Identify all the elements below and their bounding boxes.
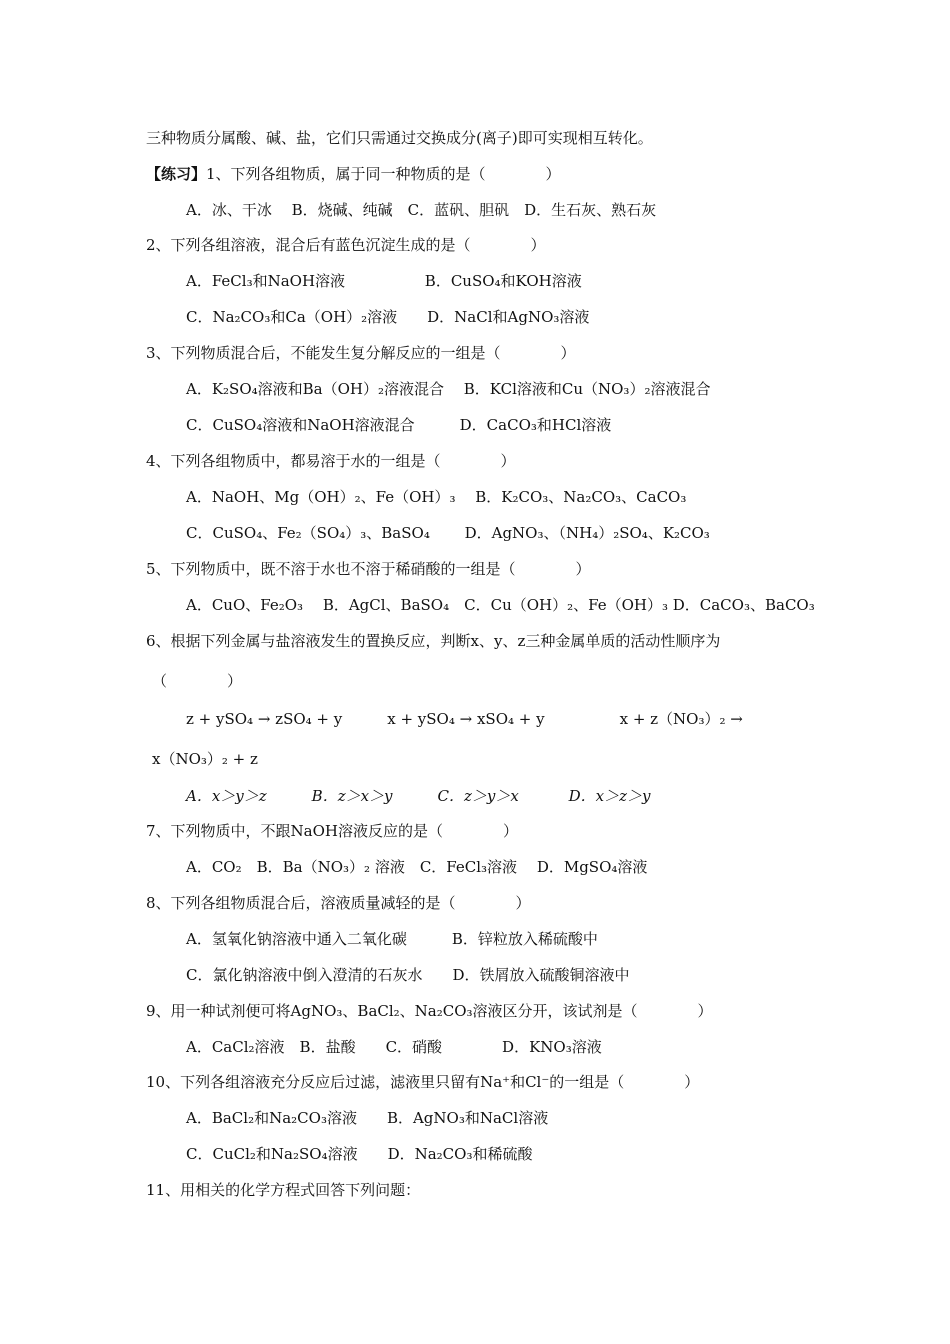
question-3-options-cd: C．CuSO₄溶液和NaOH溶液混合 D．CaCO₃和HCl溶液	[186, 416, 612, 434]
question-1	[146, 164, 561, 184]
question-6-blank: （ ）	[152, 672, 243, 690]
question-8-options-ab: A．氢氧化钠溶液中通入二氧化碳 B．锌粒放入稀硫酸中	[186, 930, 598, 948]
question-6: 6、根据下列金属与盐溶液发生的置换反应，判断x、y、z三种金属单质的活动性顺序为	[146, 632, 721, 650]
question-9: 9、用一种试剂便可将AgNO₃、BaCl₂、Na₂CO₃溶液区分开，该试剂是（ ）	[146, 1002, 713, 1020]
question-4-options-ab: A．NaOH、Mg（OH）₂、Fe（OH）₃ B．K₂CO₃、Na₂CO₃、CaCO₃	[186, 488, 687, 506]
question-1-options: A．冰、干冰 B．烧碱、纯碱 C．蓝矾、胆矾 D．生石灰、熟石灰	[186, 201, 657, 219]
question-1-text: 1、下列各组物质，属于同一种物质的是（ ）	[206, 165, 561, 183]
question-3-options-ab: A．K₂SO₄溶液和Ba（OH）₂溶液混合 B．KCl溶液和Cu（NO₃）₂溶液混合	[186, 380, 711, 398]
question-3: 3、下列物质混合后，不能发生复分解反应的一组是（ ）	[146, 344, 576, 362]
question-10-options-ab: A．BaCl₂和Na₂CO₃溶液 B．AgNO₃和NaCl溶液	[186, 1109, 549, 1127]
question-4: 4、下列各组物质中，都易溶于水的一组是（ ）	[146, 452, 516, 470]
question-6-options: A．x＞y＞z B．z＞x＞y C．z＞y＞x D．x＞z＞y	[186, 787, 651, 805]
question-2-options-ab: A．FeCl₃和NaOH溶液 B．CuSO₄和KOH溶液	[186, 272, 582, 290]
question-5: 5、下列物质中，既不溶于水也不溶于稀硝酸的一组是（ ）	[146, 560, 591, 578]
question-11: 11、用相关的化学方程式回答下列问题：	[146, 1181, 421, 1199]
question-8-options-cd: C．氯化钠溶液中倒入澄清的石灰水 D．铁屑放入硫酸铜溶液中	[186, 966, 630, 984]
question-7: 7、下列物质中，不跟NaOH溶液反应的是（ ）	[146, 822, 518, 840]
intro-line: 三种物质分属酸、碱、盐，它们只需通过交换成分(离子)即可实现相互转化。	[146, 129, 653, 147]
question-6-reactions: z + ySO₄ → zSO₄ + y x + ySO₄ → xSO₄ + y x + z（NO₃）₂ →	[186, 710, 743, 728]
question-6-reactions-cont: x（NO₃）₂ + z	[152, 750, 258, 768]
question-4-options-cd: C．CuSO₄、Fe₂（SO₄）₃、BaSO₄ D．AgNO₃、（NH₄）₂SO₄、K₂CO₃	[186, 524, 710, 542]
question-7-options: A．CO₂ B．Ba（NO₃）₂ 溶液 C．FeCl₃溶液 D．MgSO₄溶液	[186, 858, 648, 876]
practice-heading: 【练习】	[146, 165, 207, 183]
question-8: 8、下列各组物质混合后，溶液质量减轻的是（ ）	[146, 894, 531, 912]
question-10: 10、下列各组溶液充分反应后过滤，滤液里只留有Na⁺和Cl⁻的一组是（ ）	[146, 1073, 700, 1091]
question-10-options-cd: C．CuCl₂和Na₂SO₄溶液 D．Na₂CO₃和稀硫酸	[186, 1145, 533, 1163]
question-5-options: A．CuO、Fe₂O₃ B．AgCl、BaSO₄ C．Cu（OH）₂、Fe（OH）₃ D．CaCO₃、BaCO₃	[186, 596, 815, 614]
question-2: 2、下列各组溶液，混合后有蓝色沉淀生成的是（ ）	[146, 236, 546, 254]
question-9-options: A．CaCl₂溶液 B．盐酸 C．硝酸 D．KNO₃溶液	[186, 1038, 602, 1056]
question-2-options-cd: C．Na₂CO₃和Ca（OH）₂溶液 D．NaCl和AgNO₃溶液	[186, 308, 590, 326]
